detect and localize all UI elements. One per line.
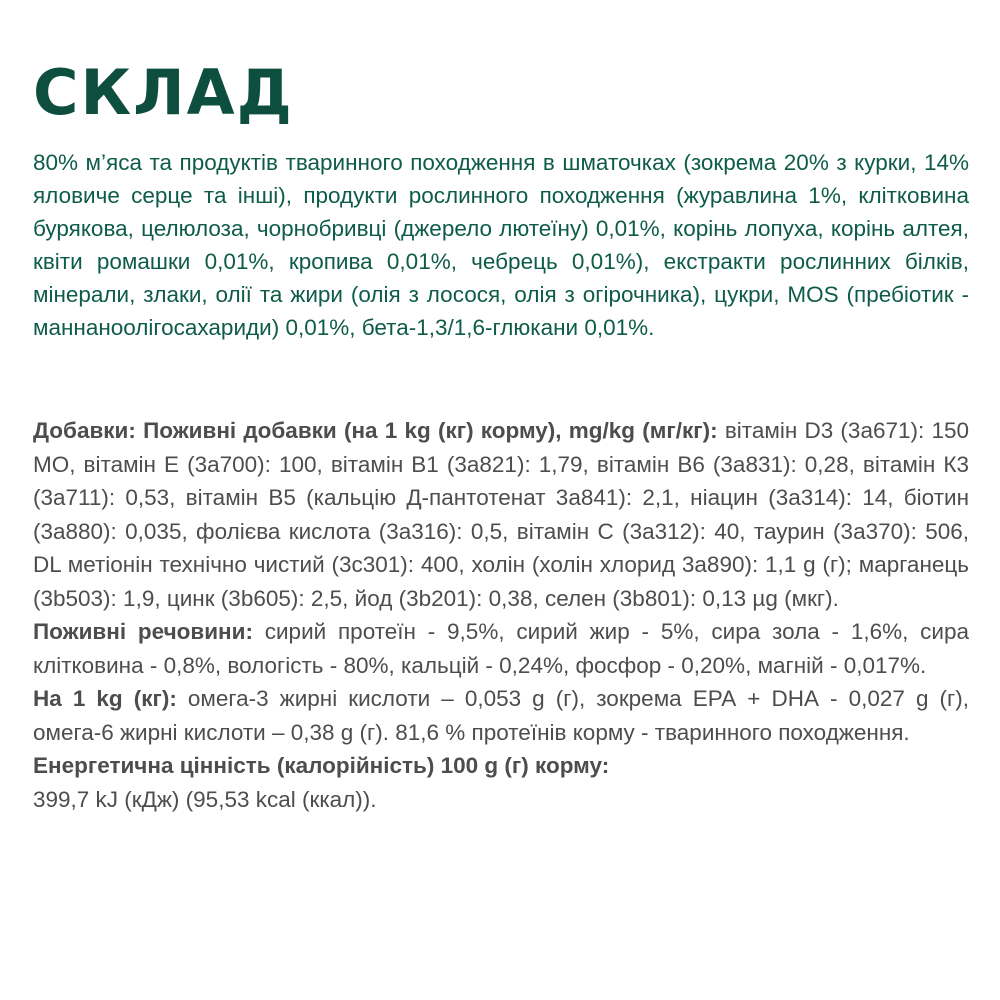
per-kg-label: На 1 kg (кг):: [33, 686, 177, 711]
energy-paragraph: [33, 749, 969, 816]
per-kg-text: омега-3 жирні кислоти – 0,053 g (г), зокрема ЕРА + DНА - 0,027 g (г), омега-6 жирні кислоти – 0,38 g (г). 81,6 % протеїнів корму - тваринного походження.: [33, 686, 969, 745]
per-kg-paragraph: [33, 682, 969, 749]
energy-text: 399,7 kJ (кДж) (95,53 kcal (ккал)).: [33, 786, 377, 812]
nutrients-paragraph: [33, 615, 969, 682]
page-title: СКЛАД: [33, 56, 294, 129]
nutrients-label: Поживні речовини:: [33, 619, 253, 644]
additives-text: вітамін D3 (3a671): 150 МО, вітамін Е (3a700): 100, вітамін В1 (3a821): 1,79, вітамін В6 (3a831): 0,28, вітамін К3 (3a711): 0,53, вітамін В5 (кальцію Д-пантотенат 3a841): 2,1, ніацин (3a314): 14, біотин (3a880): 0,035, фолієва кислота (3a316): 0,5, вітамін С (3a312): 40, таурин (3a370): 506, DL метіонін технічно чистий (3c301): 400, холін (холін хлорид 3a890): 1,1 g (г); марганець (3b503): 1,9, цинк (3b605): 2,5, йод (3b201): 0,38, селен (3b801): 0,13 µg (мкг).: [33, 418, 969, 611]
composition-text: 80% м’яса та продуктів тваринного походження в шматочках (зокрема 20% з курки, 14% яловиче серце та інші), продукти рослинного походження (журавлина 1%, клітковина бурякова, целюлоза, чорнобривці (джерело лютеїну) 0,01%, корінь лопуха, корінь алтея, квіти ромашки 0,01%, кропива 0,01%, чебрець 0,01%), екстракти рослинних білків, мінерали, злаки, олії та жири (олія з лосося, олія з огірочника), цукри, MOS (пребіотик - маннаноолігосахариди) 0,01%, бета-1,3/1,6-глюкани 0,01%.: [33, 150, 969, 340]
nutrients-text: сирий протеїн - 9,5%, сирий жир - 5%, сира зола - 1,6%, сира клітковина - 0,8%, вологість - 80%, кальцій - 0,24%, фосфор - 0,20%, магній - 0,017%.: [33, 619, 969, 678]
energy-label: Енергетична цінність (калорійність) 100 g (г) корму:: [33, 753, 610, 778]
additives-label: Добавки: Поживні добавки (на 1 kg (кг) корму), mg/kg (мг/кг):: [33, 418, 718, 443]
details-section: [33, 414, 969, 816]
additives-paragraph: [33, 414, 969, 615]
